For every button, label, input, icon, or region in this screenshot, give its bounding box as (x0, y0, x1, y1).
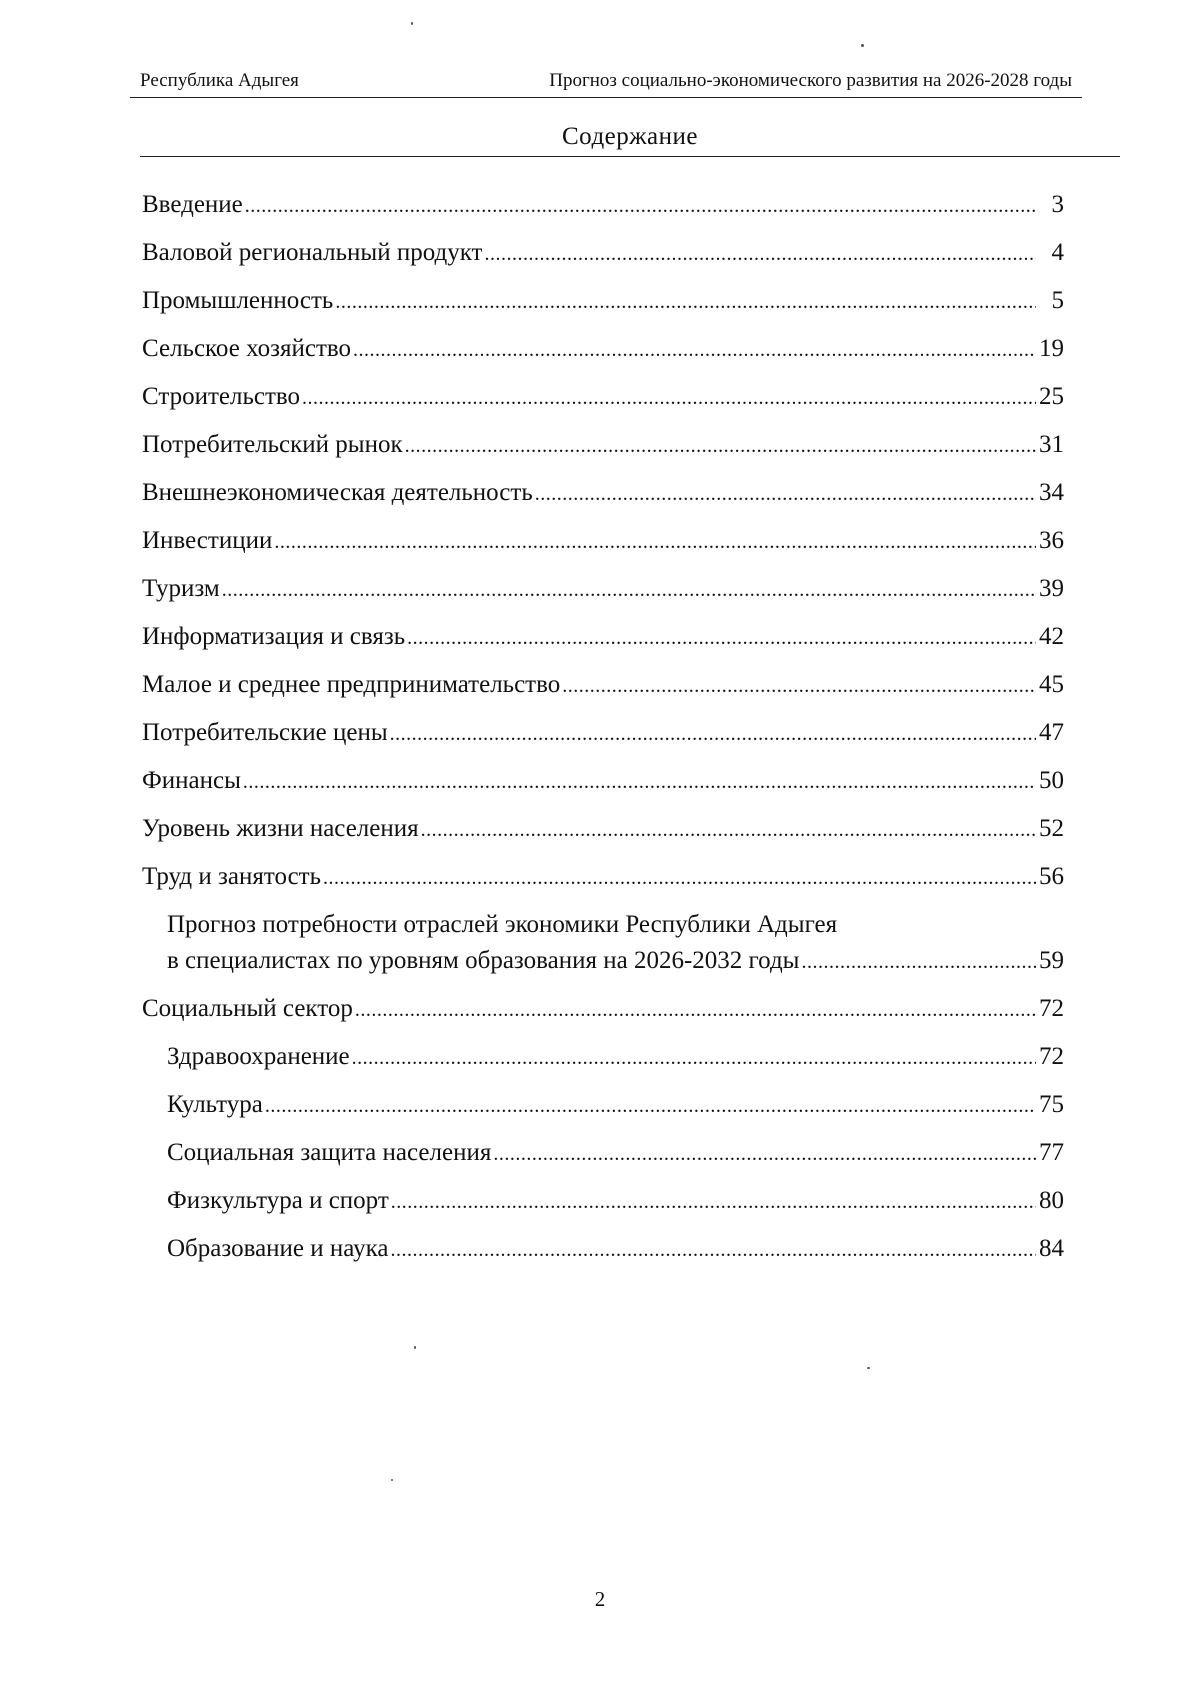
scan-speck (861, 44, 864, 47)
toc-subentry-page: 80 (1039, 1187, 1064, 1214)
dot-leader (353, 335, 1036, 365)
toc-entry-label: Социальный сектор (142, 995, 353, 1022)
page-title: Содержание (562, 123, 698, 150)
toc-subentry-label: Культура (167, 1091, 263, 1118)
toc-subentry-label: Социальная защита населения (167, 1139, 492, 1166)
dot-leader (535, 479, 1036, 509)
page-number: 2 (594, 1587, 606, 1611)
toc-entry-label: Валовой региональный продукт (142, 239, 483, 266)
toc-entry-social-sector[interactable] (142, 994, 1064, 1042)
scan-speck (867, 1367, 870, 1369)
toc-entry-page: 19 (1039, 335, 1064, 362)
toc-entry[interactable] (142, 574, 1064, 622)
toc-entry-label-line1: Прогноз потребности отраслей экономики Республики Адыгея (167, 911, 838, 938)
scan-speck (391, 1479, 393, 1481)
toc-entry-label: Труд и занятость (142, 863, 322, 890)
dot-leader (801, 947, 1036, 977)
toc-entry-page: 47 (1039, 719, 1064, 746)
toc-entry[interactable] (142, 334, 1064, 382)
toc-entry-page: 4 (1051, 239, 1064, 266)
toc-entry-page: 5 (1051, 287, 1064, 314)
toc-subentry-label: Образование и наука (167, 1235, 389, 1262)
toc-entry[interactable] (142, 670, 1064, 718)
toc-subentry-label: Физкультура и спорт (167, 1187, 389, 1214)
dot-leader (243, 767, 1036, 797)
toc-entry-label: Малое и среднее предпринимательство (142, 671, 561, 698)
toc-entry-page: 45 (1039, 671, 1064, 698)
toc-subentry[interactable] (142, 1186, 1064, 1234)
dot-leader (405, 431, 1036, 461)
dot-leader (493, 1139, 1036, 1169)
scan-speck (414, 1346, 416, 1349)
toc-entry-label-line2: в специалистах по уровням образования на 2026-2032 годы (167, 947, 800, 974)
toc-entry-page: 50 (1039, 767, 1064, 794)
dot-leader (335, 287, 1036, 317)
dot-leader (323, 863, 1036, 893)
dot-leader (391, 1187, 1036, 1217)
toc-entry[interactable] (142, 766, 1064, 814)
toc-entry[interactable] (142, 814, 1064, 862)
toc-entry-label: Финансы (142, 767, 241, 794)
toc-entry-label: Туризм (142, 575, 220, 602)
toc-entry-page: 59 (1039, 947, 1064, 974)
dot-leader (407, 623, 1036, 653)
toc-entry[interactable] (142, 382, 1064, 430)
dot-leader (484, 239, 1036, 269)
toc-entry[interactable] (142, 862, 1064, 910)
toc-entry-label: Уровень жизни населения (142, 815, 419, 842)
toc-entry-page: 56 (1039, 863, 1064, 890)
dot-leader (421, 815, 1036, 845)
toc-entry-page: 3 (1051, 191, 1064, 218)
header-rule (130, 97, 1082, 98)
toc-entry-page: 39 (1039, 575, 1064, 602)
dot-leader (245, 191, 1036, 221)
toc-entry[interactable] (142, 286, 1064, 334)
toc-subentry-page: 84 (1039, 1235, 1064, 1262)
toc-subentry[interactable] (142, 1138, 1064, 1186)
toc-subentry[interactable] (142, 1234, 1064, 1282)
toc-entry-page: 52 (1039, 815, 1064, 842)
toc-entry[interactable] (142, 238, 1064, 286)
toc-subentry-label: Здравоохранение (167, 1043, 350, 1070)
running-header (130, 70, 1082, 98)
toc-entry[interactable] (142, 622, 1064, 670)
toc-subentry[interactable] (142, 1042, 1064, 1090)
toc-entry-page: 36 (1039, 527, 1064, 554)
dot-leader (302, 383, 1036, 413)
header-region: Республика Адыгея (140, 70, 299, 91)
toc-entry-label: Промышленность (142, 287, 334, 314)
toc-entry-label: Потребительские цены (142, 719, 388, 746)
dot-leader (274, 527, 1036, 557)
dot-leader (222, 575, 1036, 605)
toc-entry-page: 34 (1039, 479, 1064, 506)
table-of-contents (142, 190, 1064, 1282)
dot-leader (352, 1043, 1036, 1073)
toc-entry-label: Внешнеэкономическая деятельность (142, 479, 533, 506)
toc-entry-forecast[interactable] (142, 910, 1064, 994)
toc-entry-label: Введение (142, 191, 243, 218)
toc-subentry-page: 75 (1039, 1091, 1064, 1118)
dot-leader (390, 1235, 1036, 1265)
dot-leader (265, 1091, 1036, 1121)
title-rule (140, 156, 1120, 157)
toc-entry-label: Строительство (142, 383, 301, 410)
toc-entry-page: 31 (1039, 431, 1064, 458)
toc-entry[interactable] (142, 718, 1064, 766)
toc-entry-label: Инвестиции (142, 527, 273, 554)
toc-entry-label: Потребительский рынок (142, 431, 403, 458)
toc-entry-page: 25 (1039, 383, 1064, 410)
dot-leader (390, 719, 1036, 749)
toc-entry[interactable] (142, 190, 1064, 238)
scan-speck (411, 22, 413, 25)
toc-entry-label: Сельское хозяйство (142, 335, 352, 362)
toc-entry[interactable] (142, 430, 1064, 478)
dot-leader (355, 995, 1036, 1025)
toc-subentry-page: 72 (1039, 1043, 1064, 1070)
toc-subentry[interactable] (142, 1090, 1064, 1138)
toc-entry-page: 42 (1039, 623, 1064, 650)
header-document-title: Прогноз социально-экономического развития на 2026-2028 годы (549, 70, 1072, 91)
toc-entry-label: Информатизация и связь (142, 623, 406, 650)
toc-subentry-page: 77 (1039, 1139, 1064, 1166)
dot-leader (562, 671, 1036, 701)
toc-entry[interactable] (142, 526, 1064, 574)
toc-entry-page: 72 (1039, 995, 1064, 1022)
toc-entry[interactable] (142, 478, 1064, 526)
